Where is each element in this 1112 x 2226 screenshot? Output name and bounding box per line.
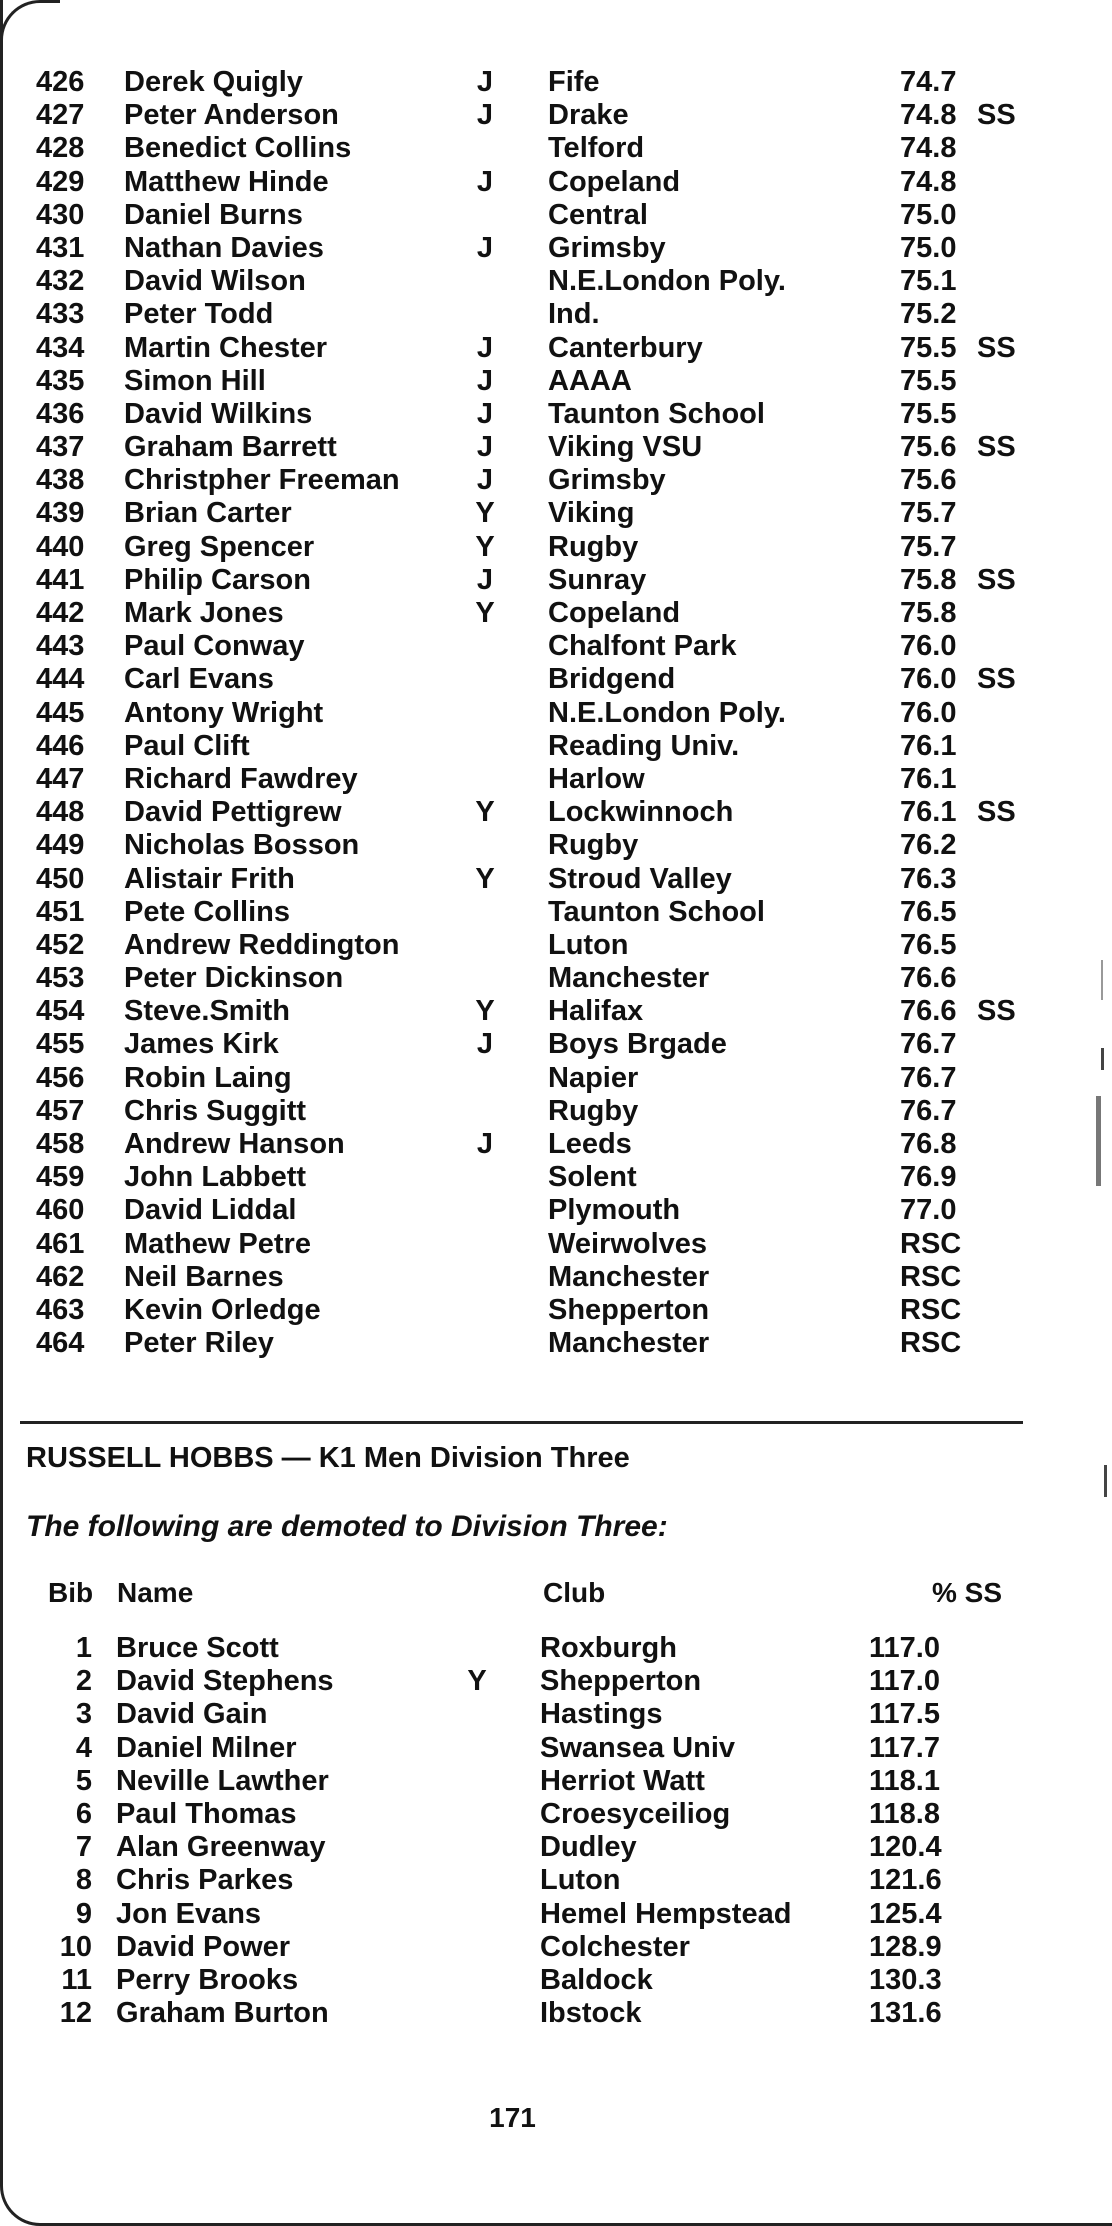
- bib-number: 7: [75, 1831, 92, 1864]
- bib-number: 5: [75, 1764, 92, 1797]
- club-name: Ind.: [548, 298, 600, 331]
- bib-number: 451: [36, 895, 85, 928]
- bib-number: 436: [36, 397, 85, 430]
- bib-number: 453: [36, 962, 85, 995]
- club-name: Colchester: [540, 1930, 690, 1963]
- bib-number: 464: [36, 1327, 85, 1360]
- age-category: J: [476, 331, 494, 364]
- club-name: Luton: [540, 1864, 621, 1897]
- table-row: [0, 1831, 1112, 1864]
- table-row: [0, 1931, 1112, 1964]
- division-three-table: [0, 1632, 1112, 2030]
- club-name: Manchester: [548, 962, 710, 995]
- bib-number: 460: [36, 1194, 85, 1227]
- table-row: [0, 1161, 1112, 1194]
- bib-number: 444: [36, 663, 85, 696]
- age-category: Y: [475, 796, 495, 829]
- competitor-name: Peter Todd: [124, 298, 274, 331]
- club-name: Central: [548, 198, 648, 231]
- table-row: [0, 929, 1112, 962]
- age-category: J: [476, 563, 494, 596]
- header-bib: Bib: [48, 1577, 94, 1608]
- competitor-name: Chris Parkes: [116, 1864, 294, 1897]
- club-name: N.E.London Poly.: [548, 265, 786, 298]
- age-category: J: [476, 397, 494, 430]
- ss-marker: SS: [977, 563, 1016, 596]
- ss-marker: SS: [977, 99, 1016, 132]
- competitor-name: Martin Chester: [124, 331, 328, 364]
- table-row: [0, 796, 1112, 829]
- percent-value: 75.5: [900, 331, 957, 364]
- table-row: [0, 962, 1112, 995]
- club-name: Roxburgh: [540, 1632, 677, 1664]
- competitor-name: Antony Wright: [124, 696, 324, 729]
- bib-number: 455: [36, 1028, 85, 1061]
- competitor-name: Alistair Frith: [124, 862, 295, 895]
- club-name: Taunton School: [548, 895, 765, 928]
- ss-marker: SS: [977, 331, 1016, 364]
- table-row: [0, 1327, 1112, 1360]
- competitor-name: Bruce Scott: [116, 1632, 279, 1664]
- club-name: Shepperton: [548, 1293, 710, 1326]
- percent-value: 74.8: [900, 165, 957, 198]
- bib-number: 456: [36, 1061, 85, 1094]
- scan-mark: [1104, 1465, 1107, 1497]
- club-name: Rugby: [548, 1094, 639, 1127]
- percent-value: 75.6: [900, 431, 957, 464]
- bib-number: 450: [36, 862, 85, 895]
- table-row: [0, 763, 1112, 796]
- competitor-name: Nathan Davies: [124, 231, 324, 264]
- club-name: Hastings: [540, 1698, 663, 1731]
- percent-value: 117.5: [869, 1698, 940, 1731]
- club-name: Croesyceiliog: [540, 1797, 731, 1830]
- table-row: [0, 863, 1112, 896]
- club-name: Swansea Univ: [540, 1731, 736, 1764]
- table-row: [0, 896, 1112, 929]
- club-name: Fife: [548, 66, 600, 98]
- club-name: Hemel Hempstead: [540, 1897, 792, 1930]
- club-name: Baldock: [540, 1963, 653, 1996]
- percent-value: 117.0: [869, 1665, 940, 1698]
- club-name: N.E.London Poly.: [548, 696, 786, 729]
- club-name: Sunray: [548, 563, 647, 596]
- table-row: [0, 398, 1112, 431]
- table-row: [0, 199, 1112, 232]
- bib-number: 445: [36, 696, 85, 729]
- percent-value: 76.2: [900, 829, 957, 862]
- competitor-name: Pete Collins: [124, 895, 290, 928]
- bib-number: 443: [36, 630, 85, 663]
- club-name: Dudley: [540, 1831, 637, 1864]
- competitor-name: Peter Anderson: [124, 99, 339, 132]
- competitor-name: David Liddal: [124, 1194, 297, 1227]
- club-name: Telford: [548, 132, 645, 165]
- competitor-name: Christpher Freeman: [124, 464, 400, 497]
- club-name: Solent: [548, 1161, 637, 1194]
- club-name: Grimsby: [548, 464, 666, 497]
- competitor-name: Matthew Hinde: [124, 165, 329, 198]
- table-row: [0, 531, 1112, 564]
- percent-value: 76.6: [900, 962, 957, 995]
- age-category: Y: [475, 995, 495, 1028]
- club-name: Lockwinnoch: [548, 796, 734, 829]
- competitor-name: Graham Burton: [116, 1997, 329, 2030]
- table-row: [0, 1128, 1112, 1161]
- age-category: J: [476, 99, 494, 132]
- competitor-name: David Pettigrew: [124, 796, 342, 829]
- percent-value: 75.5: [900, 397, 957, 430]
- club-name: Canterbury: [548, 331, 703, 364]
- table-row: [0, 1864, 1112, 1897]
- percent-value: 121.6: [869, 1864, 942, 1897]
- competitor-name: David Stephens: [116, 1665, 334, 1698]
- percent-value: 76.1: [900, 796, 957, 829]
- percent-value: 76.9: [900, 1161, 957, 1194]
- percent-value: 76.7: [900, 1094, 957, 1127]
- age-category: J: [476, 231, 494, 264]
- percent-value: 76.1: [900, 762, 957, 795]
- table-row: [0, 464, 1112, 497]
- competitor-name: Chris Suggitt: [124, 1094, 307, 1127]
- competitor-name: John Labbett: [124, 1161, 307, 1194]
- percent-value: 117.0: [869, 1632, 940, 1664]
- competitor-name: Alan Greenway: [116, 1831, 326, 1864]
- bib-number: 10: [59, 1930, 92, 1963]
- percent-value: 76.7: [900, 1028, 957, 1061]
- club-name: Manchester: [548, 1260, 710, 1293]
- competitor-name: David Wilkins: [124, 397, 313, 430]
- percent-value: 76.6: [900, 995, 957, 1028]
- club-name: Drake: [548, 99, 629, 132]
- percent-value: 76.7: [900, 1061, 957, 1094]
- competitor-name: Steve.Smith: [124, 995, 290, 1028]
- scan-mark: [1101, 960, 1103, 1000]
- age-category: Y: [467, 1665, 487, 1698]
- scan-mark: [1096, 1096, 1101, 1186]
- section-title: RUSSELL HOBBS — K1 Men Division Three: [26, 1442, 630, 1474]
- percent-value: 74.8: [900, 132, 957, 165]
- bib-number: 428: [36, 132, 85, 165]
- bib-number: 429: [36, 165, 85, 198]
- bib-number: 4: [75, 1731, 92, 1764]
- club-name: Bridgend: [548, 663, 676, 696]
- percent-value: 75.8: [900, 597, 957, 629]
- percent-value: 76.1: [900, 729, 957, 762]
- bib-number: 462: [36, 1260, 85, 1293]
- age-category: J: [476, 364, 494, 397]
- competitor-name: Andrew Reddington: [124, 928, 400, 961]
- bib-number: 459: [36, 1161, 85, 1194]
- bib-number: 437: [36, 431, 85, 464]
- competitor-name: Kevin Orledge: [124, 1293, 321, 1326]
- club-name: Plymouth: [548, 1194, 681, 1227]
- percent-value: 75.0: [900, 231, 957, 264]
- bib-number: 446: [36, 729, 85, 762]
- table-row: [0, 995, 1112, 1028]
- scan-mark: [1101, 1048, 1104, 1070]
- club-name: Rugby: [548, 530, 639, 563]
- competitor-name: Nicholas Bosson: [124, 829, 360, 862]
- percent-value: 75.5: [900, 364, 957, 397]
- table-row: [0, 1294, 1112, 1327]
- bib-number: 426: [36, 66, 85, 98]
- table-row: [0, 663, 1112, 696]
- club-name: Ibstock: [540, 1997, 642, 2030]
- bib-number: 433: [36, 298, 85, 331]
- club-name: Viking VSU: [548, 431, 703, 464]
- age-category: J: [476, 165, 494, 198]
- competitor-name: Neil Barnes: [124, 1260, 284, 1293]
- age-category: Y: [475, 862, 495, 895]
- table-row: [0, 66, 1112, 99]
- table-row: [0, 630, 1112, 663]
- bib-number: 440: [36, 530, 85, 563]
- club-name: Shepperton: [540, 1665, 702, 1698]
- competitor-name: David Gain: [116, 1698, 268, 1731]
- competitor-name: James Kirk: [124, 1028, 279, 1061]
- page-number: 171: [489, 2102, 536, 2133]
- bib-number: 447: [36, 762, 85, 795]
- bib-number: 434: [36, 331, 85, 364]
- table-row: [0, 1632, 1112, 1665]
- percent-value: 128.9: [869, 1930, 942, 1963]
- age-category: Y: [475, 497, 495, 530]
- bib-number: 439: [36, 497, 85, 530]
- table-row: [0, 332, 1112, 365]
- table-row: [0, 564, 1112, 597]
- percent-value: RSC: [900, 1227, 962, 1260]
- table-row: [0, 431, 1112, 464]
- table-row: [0, 1228, 1112, 1261]
- table-row: [0, 1028, 1112, 1061]
- table-row: [0, 298, 1112, 331]
- table-row: [0, 99, 1112, 132]
- club-name: Rugby: [548, 829, 639, 862]
- club-name: Luton: [548, 928, 629, 961]
- bib-number: 432: [36, 265, 85, 298]
- club-name: Taunton School: [548, 397, 765, 430]
- percent-value: 74.7: [900, 66, 957, 98]
- percent-value: 75.6: [900, 464, 957, 497]
- bib-number: 9: [75, 1897, 92, 1930]
- table-row: [0, 1732, 1112, 1765]
- club-name: Napier: [548, 1061, 639, 1094]
- percent-value: 76.0: [900, 696, 957, 729]
- bib-number: 457: [36, 1094, 85, 1127]
- bib-number: 427: [36, 99, 85, 132]
- percent-value: 76.5: [900, 928, 957, 961]
- demotion-note: The following are demoted to Division Three:: [26, 1510, 668, 1543]
- bib-number: 442: [36, 597, 85, 629]
- percent-value: 75.8: [900, 563, 957, 596]
- age-category: J: [476, 1128, 494, 1160]
- club-name: Weirwolves: [548, 1227, 708, 1260]
- competitor-name: Philip Carson: [124, 563, 311, 596]
- competitor-name: Andrew Hanson: [124, 1128, 345, 1160]
- bib-number: 11: [61, 1963, 92, 1996]
- table-row: [0, 1095, 1112, 1128]
- club-name: Chalfont Park: [548, 630, 737, 663]
- bib-number: 438: [36, 464, 85, 497]
- table-row: [0, 1898, 1112, 1931]
- table-row: [0, 697, 1112, 730]
- table-row: [0, 1964, 1112, 1997]
- club-name: Halifax: [548, 995, 644, 1028]
- bib-number: 454: [36, 995, 85, 1028]
- club-name: Herriot Watt: [540, 1764, 705, 1797]
- table-row: [0, 497, 1112, 530]
- club-name: Stroud Valley: [548, 862, 732, 895]
- table-row: [0, 232, 1112, 265]
- bib-number: 452: [36, 928, 85, 961]
- header-percent-ss: % SS: [932, 1577, 1003, 1608]
- competitor-name: Paul Conway: [124, 630, 305, 663]
- table-row: [0, 829, 1112, 862]
- bib-number: 1: [75, 1632, 92, 1664]
- competitor-name: Carl Evans: [124, 663, 274, 696]
- age-category: J: [476, 431, 494, 464]
- competitor-name: Daniel Milner: [116, 1731, 297, 1764]
- competitor-name: Neville Lawther: [116, 1764, 329, 1797]
- bib-number: 449: [36, 829, 85, 862]
- percent-value: 75.2: [900, 298, 957, 331]
- club-name: Boys Brgade: [548, 1028, 727, 1061]
- bib-number: 12: [59, 1997, 92, 2030]
- competitor-name: Perry Brooks: [116, 1963, 299, 1996]
- ss-marker: SS: [977, 995, 1016, 1028]
- table-row: [0, 1665, 1112, 1698]
- bib-number: 3: [75, 1698, 92, 1731]
- header-name: Name: [117, 1577, 194, 1608]
- competitor-name: Daniel Burns: [124, 198, 303, 231]
- percent-value: 74.8: [900, 99, 957, 132]
- club-name: Manchester: [548, 1327, 710, 1360]
- bib-number: 8: [75, 1864, 92, 1897]
- competitor-name: Derek Quigly: [124, 66, 303, 98]
- competitor-name: Richard Fawdrey: [124, 762, 358, 795]
- age-category: J: [476, 66, 494, 98]
- club-name: Viking: [548, 497, 635, 530]
- table-row: [0, 166, 1112, 199]
- club-name: AAAA: [548, 364, 632, 397]
- percent-value: 76.8: [900, 1128, 957, 1160]
- club-name: Harlow: [548, 762, 645, 795]
- competitor-name: Mark Jones: [124, 597, 284, 629]
- competitor-name: David Wilson: [124, 265, 306, 298]
- percent-value: 76.5: [900, 895, 957, 928]
- competitor-name: Robin Laing: [124, 1061, 292, 1094]
- competitor-name: David Power: [116, 1930, 291, 1963]
- percent-value: 131.6: [869, 1997, 942, 2030]
- percent-value: RSC: [900, 1327, 962, 1360]
- age-category: J: [476, 464, 494, 497]
- bib-number: 461: [36, 1227, 85, 1260]
- percent-value: 118.8: [869, 1797, 940, 1830]
- percent-value: 75.0: [900, 198, 957, 231]
- percent-value: 76.0: [900, 663, 957, 696]
- club-name: Copeland: [548, 597, 681, 629]
- percent-value: 77.0: [900, 1194, 957, 1227]
- competitor-name: Peter Riley: [124, 1327, 274, 1360]
- percent-value: 75.7: [900, 497, 957, 530]
- competitor-name: Paul Clift: [124, 729, 250, 762]
- bib-number: 448: [36, 796, 85, 829]
- competitor-name: Simon Hill: [124, 364, 266, 397]
- percent-value: 117.7: [869, 1731, 940, 1764]
- table-row: [0, 730, 1112, 763]
- age-category: Y: [475, 530, 495, 563]
- percent-value: 130.3: [869, 1963, 942, 1996]
- club-name: Copeland: [548, 165, 681, 198]
- bib-number: 431: [36, 231, 85, 264]
- ss-marker: SS: [977, 431, 1016, 464]
- competitor-name: Graham Barrett: [124, 431, 337, 464]
- table-row: [0, 265, 1112, 298]
- ss-marker: SS: [977, 663, 1016, 696]
- percent-value: 118.1: [869, 1764, 940, 1797]
- club-name: Grimsby: [548, 231, 666, 264]
- percent-value: 120.4: [869, 1831, 942, 1864]
- table-row: [0, 1698, 1112, 1731]
- competitor-name: Jon Evans: [116, 1897, 262, 1930]
- percent-value: 75.7: [900, 530, 957, 563]
- bib-number: 463: [36, 1293, 85, 1326]
- club-name: Reading Univ.: [548, 729, 740, 762]
- table-row: [0, 1194, 1112, 1227]
- table-row: [0, 1798, 1112, 1831]
- header-club: Club: [543, 1577, 606, 1608]
- bib-number: 441: [36, 563, 85, 596]
- percent-value: 76.0: [900, 630, 957, 663]
- table-row: [0, 1062, 1112, 1095]
- percent-value: 75.1: [900, 265, 957, 298]
- percent-value: RSC: [900, 1293, 962, 1326]
- competitor-name: Brian Carter: [124, 497, 292, 530]
- percent-value: 125.4: [869, 1897, 942, 1930]
- bib-number: 2: [75, 1665, 92, 1698]
- competitor-name: Paul Thomas: [116, 1797, 297, 1830]
- table-row: [0, 132, 1112, 165]
- competitor-name: Peter Dickinson: [124, 962, 344, 995]
- age-category: Y: [475, 597, 495, 629]
- percent-value: 76.3: [900, 862, 957, 895]
- competitor-name: Mathew Petre: [124, 1227, 311, 1260]
- competitor-name: Benedict Collins: [124, 132, 352, 165]
- bib-number: 6: [75, 1797, 92, 1830]
- section-divider: [20, 1421, 1023, 1424]
- results-table: [0, 66, 1112, 1360]
- ss-marker: SS: [977, 796, 1016, 829]
- table-row: [0, 597, 1112, 630]
- age-category: J: [476, 1028, 494, 1061]
- club-name: Leeds: [548, 1128, 632, 1160]
- bib-number: 458: [36, 1128, 85, 1160]
- percent-value: RSC: [900, 1260, 962, 1293]
- table-row: [0, 365, 1112, 398]
- bib-number: 430: [36, 198, 85, 231]
- table-row: [0, 1765, 1112, 1798]
- bib-number: 435: [36, 364, 85, 397]
- table-row: [0, 1261, 1112, 1294]
- competitor-name: Greg Spencer: [124, 530, 315, 563]
- table-row: [0, 1997, 1112, 2030]
